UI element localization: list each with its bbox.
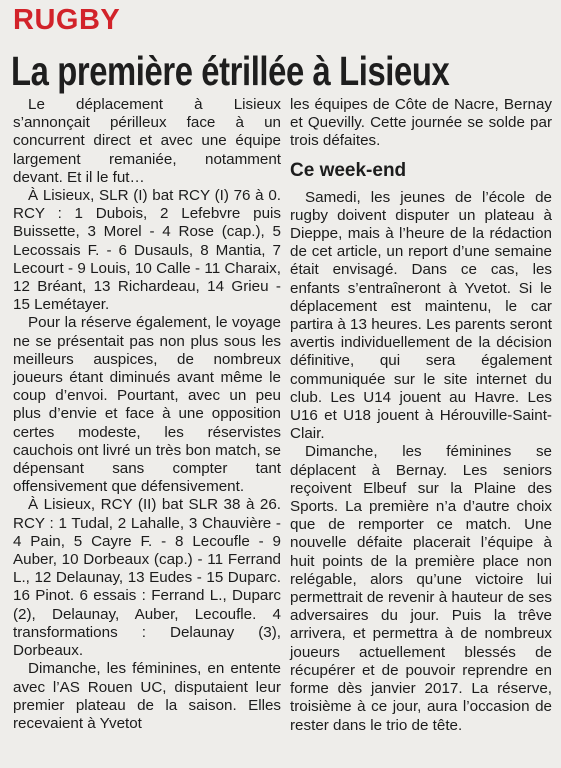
women-team-continuation: les équipes de Côte de Nacre, Bernay et Quevilly. Cette journée se solde par trois défaites. [290,96,552,150]
weekend-subheading: Ce week-end [290,159,407,181]
article-left-column [13,96,281,733]
reserve-paragraph: Pour la réserve également, le voyage ne se présentait pas non plus sous les meilleurs auspices, de nombreux joueurs étant diminués avant même le coup d’envoi. Pourtant, avec un peu plus d’envie et face à une opposition certes modeste, les réservistes cauchois ont livré un très bon match, se dépensant sans compter tant offensivement que défensivement. [13,314,281,496]
sunday-matches-paragraph: Dimanche, les féminines se déplacent à Bernay. Les seniors reçoivent Elbeuf sur la Plaine des Sports. La première n’a d’autre choix que de remporter ce match. Une nouvelle défaite placerait l’équipe à huit points de la première place non relégable, alors qu’une victoire lui permettrait de revenir à hauteur de ses adversaires du jour. Puis la trêve arrivera, et permettra à de nombreux joueurs actuellement blessés de récupérer et de pouvoir reprendre en forme dès janvier 2017. La réserve, troisième à ce jour, aura l’occasion de rester dans le trio de tête. [290,443,552,734]
match-result-first-team: À Lisieux, SLR (I) bat RCY (I) 76 à 0. RCY : 1 Dubois, 2 Lefebvre puis Buissette, 3 Morel - 4 Rose (cap.), 5 Lecossais F. - 6 Dusauls, 8 Mantia, 7 Lecourt - 9 Louis, 10 Calle - 11 Charaix, 12 Bréant, 13 Richardeau, 14 Grieu - 15 Lemétayer. [13,187,281,314]
intro-paragraph: Le déplacement à Lisieux s’annonçait périlleux face à un concurrent direct et avec une équipe largement remaniée, notamment devant. Et il le fut… [13,96,281,186]
article-right-column [290,96,552,735]
article-headline: La première étrillée à Lisieux [11,48,450,94]
women-team-paragraph: Dimanche, les féminines, en entente avec l’AS Rouen UC, disputaient leur premier plateau de la saison. Elles recevaient à Yvetot [13,660,281,732]
match-result-reserve-team: À Lisieux, RCY (II) bat SLR 38 à 26. RCY : 1 Tudal, 2 Lahalle, 3 Chauvière - 4 Pain, 5 Cayre F. - 8 Lecoufle - 9 Auber, 10 Dorbeaux (cap.) - 11 Ferrand L., 12 Delaunay, 13 Eudes - 15 Duparc. 16 Pinot. 6 essais : Ferrand L., Duparc (2), Delaunay, Auber, Lecoufle. 4 transformations : Delaunay (3), Dorbeaux. [13,496,281,660]
youth-school-paragraph: Samedi, les jeunes de l’école de rugby doivent disputer un plateau à Dieppe, mais à l’heure de la rédaction de cet article, un report d’une semaine était envisagé. Dans ce cas, les enfants s’entraîneront à Yvetot. Si le déplacement est maintenu, le car partira à 13 heures. Les parents seront avertis individuellement de la décision définitive, qui sera également communiquée sur le site internet du club. Les U14 jouent au Havre. Les U16 et U18 jouent à Hérouville-Saint-Clair. [290,188,552,443]
section-rubric: RUGBY [13,4,121,36]
